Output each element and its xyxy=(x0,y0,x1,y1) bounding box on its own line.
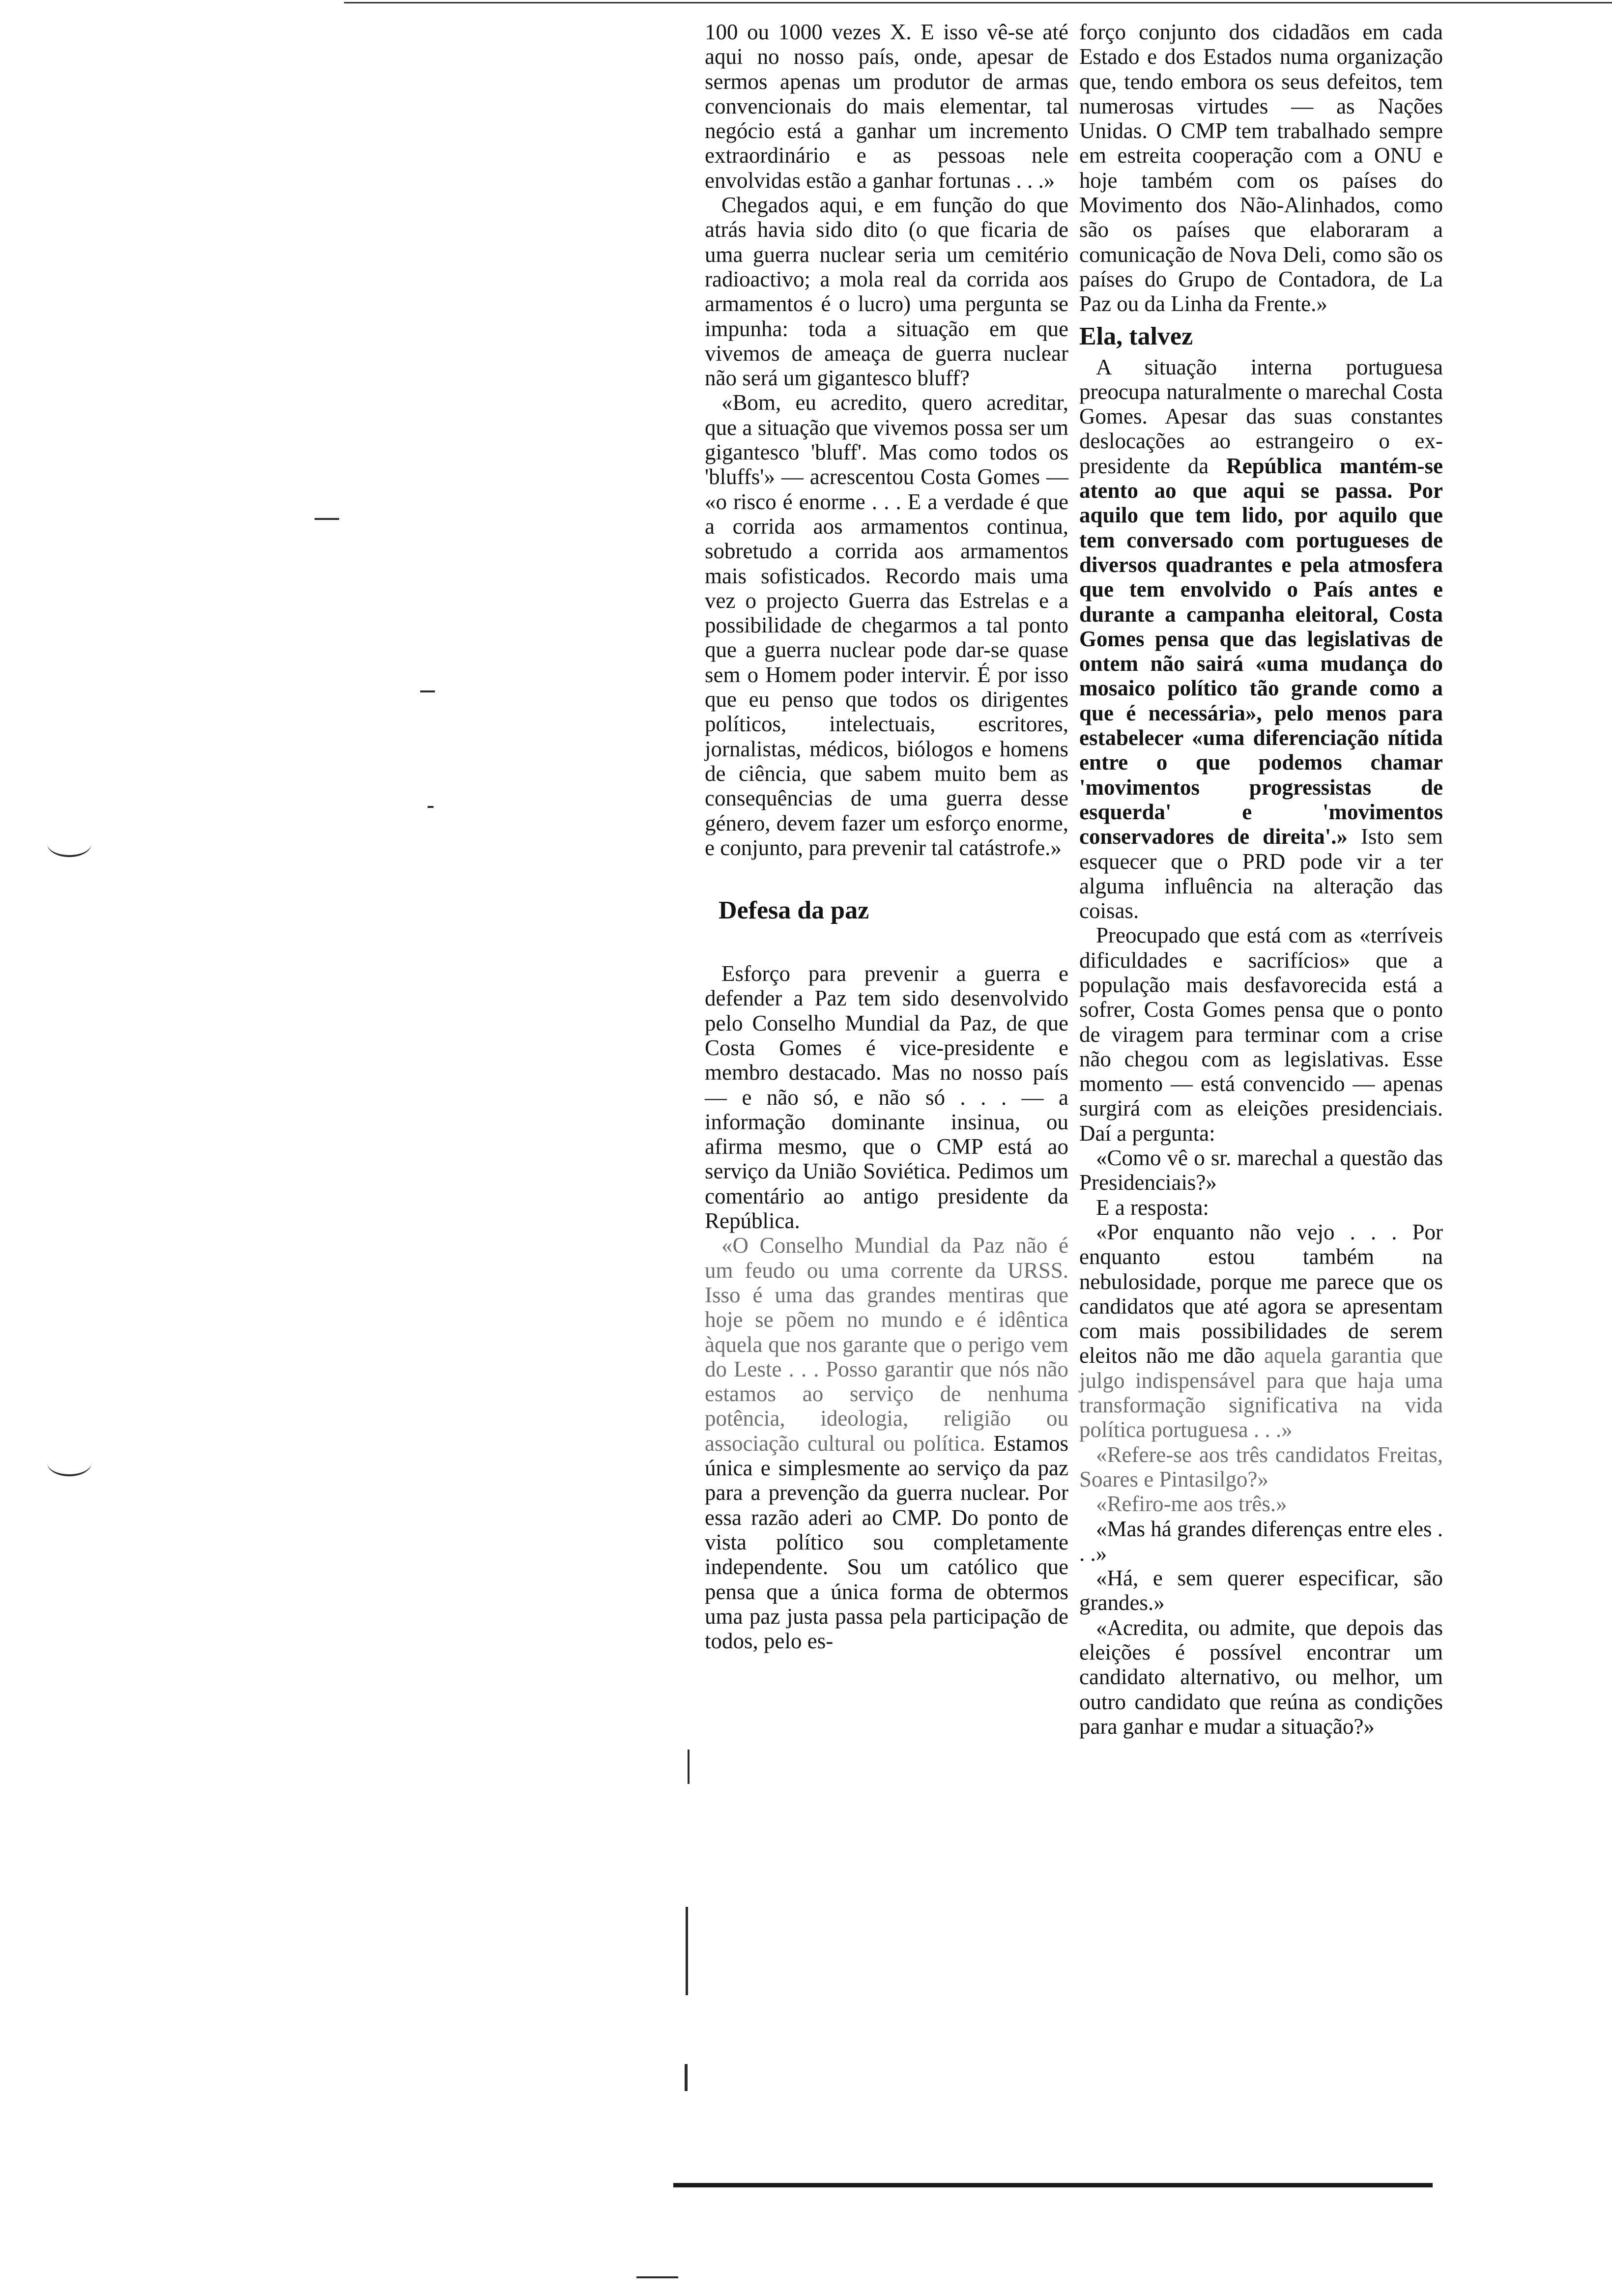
margin-mark xyxy=(686,1907,688,1995)
text: A situação interna portuguesa preocupa naturalmente o marechal Costa Gomes. Apesar das suas constantes deslocações ao estrangeiro o ex-presidente da xyxy=(1079,354,1443,478)
margin-curve xyxy=(47,831,91,857)
paragraph xyxy=(1079,355,1443,923)
paragraph: Chegados aqui, e em função do que atrás havia sido dito (o que ficaria de uma guerra nuclear seria um cemitério radioactivo; a mola real da corrida aos armamentos é o lucro) uma pergunta se impunha: toda a situação em que vivemos de ameaça de guerra nuclear não será um gigantesco bluff? xyxy=(705,193,1068,391)
paragraph: «Refiro-me aos três.» xyxy=(1096,1492,1287,1517)
right-column xyxy=(1079,20,1443,1739)
text: Estamos única e simplesmente ao serviço da paz para a prevenção da guerra nuclear. Por essa razão aderi ao CMP. Do ponto de vista político sou completamente independente. Sou um católico que pensa que a única forma de obtermos uma paz justa passa pela participação de todos, pelo es- xyxy=(705,1431,1069,1654)
margin-mark xyxy=(428,806,433,808)
paragraph: «Refere-se aos três candidatos Freitas, Soares e Pintasilgo?» xyxy=(1079,1442,1443,1492)
margin-mark xyxy=(636,2276,678,2278)
paragraph: 100 ou 1000 vezes X. E isso vê-se até aqui no nosso país, onde, apesar de sermos apenas um produtor de armas convencionais do mais elementar, tal negócio está a ganhar um incremento extraordinário e as pessoas nele envolvidas estão a ganhar fortunas . . .» xyxy=(705,20,1068,193)
margin-mark xyxy=(685,2064,688,2091)
paragraph: «Mas há grandes diferenças entre eles . . .» xyxy=(1079,1516,1443,1566)
margin-curve xyxy=(47,1450,91,1476)
margin-mark xyxy=(688,1750,690,1784)
paragraph: forço conjunto dos cidadãos em cada Estado e dos Estados numa organização que, tendo embora os seus defeitos, tem numerosas virtudes — as Nações Unidas. O CMP tem trabalhado sempre em estreita cooperação com a ONU e hoje também com os países do Movimento dos Não-Alinhados, como são os países que elaboraram a comunicação de Nova Deli, como são os países do Grupo de Contadora, de La Paz ou da Linha da Frente.» xyxy=(1079,20,1443,316)
paragraph: Preocupado que está com as «terríveis dificuldades e sacrifícios» que a população mais desfavorecida está a sofrer, Costa Gomes pensa que o ponto de viragem para terminar com a crise não chegou com as legislativas. Esse momento — está convencido — apenas surgirá com as eleições presidenciais. Daí a pergunta: xyxy=(1079,923,1443,1146)
paragraph: «Bom, eu acredito, quero acreditar, que a situação que vivemos possa ser um gigantesco 'bluff'. Mas como todos os 'bluffs'» — acrescentou Costa Gomes — «o risco é enorme . . . E a verdade é que a corrida aos armamentos continua, sobretudo a corrida aos armamentos mais sofisticados. Recordo mais uma vez o projecto Guerra das Estrelas e a possibilidade de chegarmos a tal ponto que a guerra nuclear pode dar-se quase sem o Homem poder intervir. É por isso que eu penso que todos os dirigentes políticos, intelectuais, escritores, jornalistas, médicos, biólogos e homens de ciência, que sabem muito bem as consequências de uma guerra desse género, devem fazer um esforço enorme, e conjunto, para prevenir tal catástrofe.» xyxy=(705,390,1068,860)
section-heading-defesa-da-paz: Defesa da paz xyxy=(719,896,869,925)
paragraph: Esforço para prevenir a guerra e defender a Paz tem sido desenvolvido pelo Conselho Mundial da Paz, de que Costa Gomes é vice-presidente e membro destacado. Mas no nosso país — e não só, e não só . . . — a informação dominante insinua, ou afirma mesmo, que o CMP está ao serviço da União Soviética. Pedimos um comentário ao antigo presidente da República. xyxy=(705,961,1068,1234)
faded-text: «O Conselho Mundial da Paz não é um feudo ou uma corrente da URSS. Isso é uma das grandes mentiras que hoje se põem no mundo e é idêntica àquela que nos garante que o perigo vem do Leste . . . Posso garantir que nós não estamos ao serviço de nenhuma potência, ideologia, religião ou associação cultural ou política. xyxy=(705,1233,1068,1456)
section-heading-ela-talvez: Ela, talvez xyxy=(1079,322,1193,350)
text: Isto sem esquecer que o PRD pode vir a ter alguma influência na alteração das coisas. xyxy=(1079,824,1443,923)
paragraph xyxy=(705,1233,1068,1653)
bold-text: República mantém-se atento ao que aqui se passa. Por aquilo que tem lido, por aquilo que tem conversado com portugueses de diversos quadrantes e pela atmosfera que tem envolvido o País antes e durante a campanha eleitoral, Costa Gomes pensa que das legislativas de ontem não sairá «uma mudança do mosaico político tão grande como a que é necessária», pelo menos para estabelecer «uma diferenciação nítida entre o que podemos chamar 'movimentos progressistas de esquerda' e 'movimentos conservadores de direita'.» xyxy=(1079,453,1443,849)
paragraph: «Há, e sem querer especificar, são grandes.» xyxy=(1079,1566,1443,1615)
bottom-rule xyxy=(673,2183,1433,2187)
margin-mark xyxy=(420,690,435,692)
paragraph xyxy=(1079,1220,1443,1442)
paragraph: «Acredita, ou admite, que depois das eleições é possível encontrar um candidato alternativo, ou melhor, um outro candidato que reúna as condições para ganhar e mudar a situação?» xyxy=(1079,1615,1443,1739)
top-rule xyxy=(344,2,1612,3)
text: «Por enquanto não vejo . . . Por enquanto estou também na nebulosidade, porque me parece que os candidatos que até agora se apresentam com mais possibilidades de serem eleitos não me dão xyxy=(1079,1219,1443,1368)
paragraph: E a resposta: xyxy=(1096,1195,1209,1220)
faded-text: aquela garantia que julgo indispensável para que haja uma transformação significativa na vida política portuguesa . . .» xyxy=(1079,1343,1443,1442)
paragraph: «Como vê o sr. marechal a questão das Presidenciais?» xyxy=(1079,1146,1443,1195)
left-column xyxy=(705,20,1068,1653)
margin-mark xyxy=(315,518,339,520)
